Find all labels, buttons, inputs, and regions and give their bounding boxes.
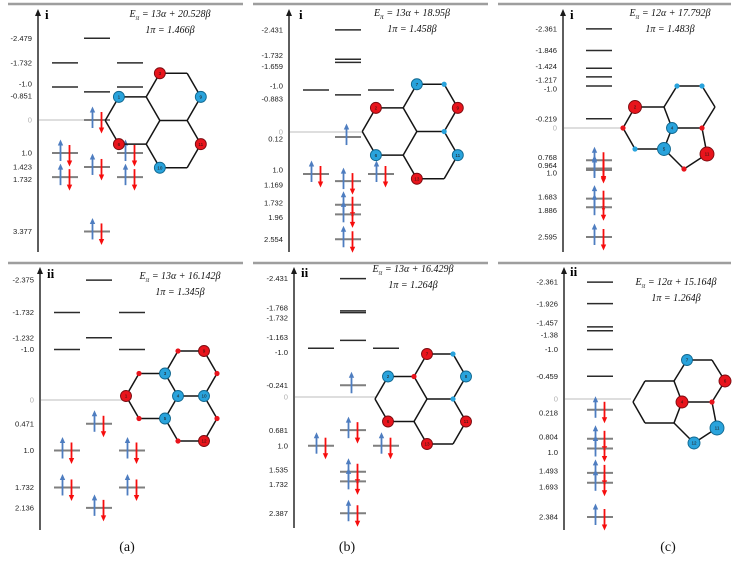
tick-label: 2.387 [268, 508, 288, 518]
bond [414, 399, 427, 422]
atom-marker-small [450, 351, 455, 356]
spin-down-arrow [101, 515, 106, 521]
spin-up-arrow [344, 124, 349, 130]
gap-equation: 1π = 1.264β [388, 279, 438, 291]
tick-label: -0.851 [10, 91, 32, 101]
spin-down-arrow [101, 431, 106, 437]
atom-number: 10 [157, 165, 163, 171]
atom-number: 11 [198, 141, 204, 147]
panel-label-a-ii: ii [47, 266, 55, 281]
tick-label: 2.384 [538, 512, 558, 522]
tick-label: -1.163 [266, 332, 288, 342]
tick-label: 0.964 [537, 161, 557, 171]
atom-number: 12 [201, 438, 207, 444]
spin-up-arrow [379, 432, 384, 438]
tick-label: 0.471 [14, 419, 34, 429]
atom-marker-small [214, 416, 219, 421]
atom-marker-small [136, 371, 141, 376]
spin-down-arrow [134, 458, 139, 464]
panel-b-i [253, 4, 488, 253]
molecule-b-i [362, 79, 463, 185]
tick-label: -1.732 [12, 308, 34, 318]
gap-equation: 1π = 1.483β [645, 23, 695, 35]
spin-up-arrow [60, 474, 65, 480]
tick-label: 1.732 [12, 174, 32, 184]
spin-up-arrow [592, 194, 597, 200]
atom-marker-small [699, 125, 704, 130]
tick-label: 1.886 [537, 205, 557, 215]
spin-down-arrow [350, 189, 355, 195]
spin-up-arrow [90, 153, 95, 159]
atom-marker-small [442, 82, 447, 87]
total-pi-energy-equation: $E_\pi = 13\alpha + 18.95\beta$ [373, 8, 451, 21]
spin-up-arrow [60, 437, 65, 443]
tick-label: 1.169 [263, 180, 283, 190]
spin-up-arrow [341, 191, 346, 197]
spin-down-arrow [350, 247, 355, 253]
atom-marker-small [175, 348, 180, 353]
spin-down-arrow [69, 458, 74, 464]
tick-label: 0.768 [537, 152, 557, 162]
atom-number: 8 [464, 374, 468, 380]
atom-number: 6 [723, 378, 727, 384]
spin-up-arrow [125, 474, 130, 480]
spin-down-arrow [602, 490, 607, 496]
axis-arrowhead [560, 9, 566, 16]
caption-b: (b) [338, 540, 356, 555]
molecule-c-i [620, 83, 715, 171]
spin-up-arrow [123, 164, 128, 170]
spin-down-arrow [601, 178, 606, 184]
bond [146, 121, 160, 145]
tick-label: -1.846 [535, 46, 557, 56]
atom-marker-small [450, 396, 455, 401]
tick-label: -2.431 [261, 25, 283, 35]
atom-number: 3 [158, 70, 162, 76]
atom-number: 4 [176, 393, 180, 399]
atom-number: 2 [386, 374, 390, 380]
bond [403, 132, 417, 156]
tick-label: 3.377 [12, 227, 32, 237]
bond [702, 107, 715, 128]
axis-arrowhead [291, 267, 297, 274]
panel-b-ii [253, 263, 488, 528]
spin-up-arrow [125, 437, 130, 443]
zero-label: 0 [552, 123, 557, 133]
panel-a-i [8, 4, 243, 252]
spin-down-arrow [132, 161, 137, 167]
tick-label: 0.804 [538, 432, 558, 442]
tick-label: 0.681 [268, 425, 288, 435]
atom-marker-small [632, 146, 637, 151]
atom-number: 9 [456, 105, 460, 111]
spin-up-arrow [341, 226, 346, 232]
tick-label: 1.0 [547, 448, 558, 458]
spin-up-arrow [592, 223, 597, 229]
bond [633, 381, 645, 402]
spin-down-arrow [318, 182, 323, 188]
atom-number: 2 [633, 104, 637, 110]
atom-number: 4 [680, 399, 684, 405]
bond [623, 128, 635, 149]
tick-label: 1.732 [263, 198, 283, 208]
atom-marker-small [136, 416, 141, 421]
equation-a-ii [105, 271, 255, 299]
bond [146, 97, 160, 121]
tick-label: -1.232 [12, 333, 34, 343]
tick-label: 1.0 [272, 165, 283, 175]
gap-equation: 1π = 1.345β [155, 286, 205, 298]
tick-label: -2.431 [266, 274, 288, 284]
zero-label: 0 [278, 127, 283, 137]
tick-label: -0.883 [261, 94, 283, 104]
total-pi-energy-equation: $E_\pi = 13\alpha + 20.528\beta$ [129, 9, 211, 22]
caption-a: (a) [119, 540, 135, 555]
atom-number: 11 [704, 151, 710, 157]
tick-label: 2.595 [537, 232, 557, 242]
panel-label-a-i: i [45, 7, 49, 22]
atom-number: 7 [415, 81, 419, 87]
total-pi-energy-equation: $E_\pi = 12\alpha + 17.792\beta$ [629, 8, 711, 21]
spin-up-arrow [593, 504, 598, 510]
spin-up-arrow [92, 410, 97, 416]
caption-c: (c) [660, 540, 676, 555]
equation-b-i [337, 8, 487, 36]
tick-label: 0.218 [538, 408, 558, 418]
equation-c-i [595, 8, 733, 36]
spin-down-arrow [132, 185, 137, 191]
tick-label: -1.457 [536, 318, 558, 328]
gap-equation: 1π = 1.458β [387, 23, 437, 35]
tick-label: 1.493 [538, 466, 558, 476]
molecule-c-ii [633, 355, 731, 450]
atom-number: 2 [374, 105, 378, 111]
atom-number: 6 [117, 141, 121, 147]
tick-label: -1.217 [535, 75, 557, 85]
tick-label: 1.96 [268, 212, 283, 222]
tick-label: -1.926 [536, 299, 558, 309]
axis-arrowhead [561, 267, 567, 274]
atom-number: 9 [202, 348, 206, 354]
spin-down-arrow [355, 521, 360, 527]
spin-up-arrow [346, 500, 351, 506]
tick-label: 1.0 [21, 148, 32, 158]
axis-arrowhead [286, 9, 292, 16]
spin-down-arrow [383, 182, 388, 188]
atom-number: 6 [374, 152, 378, 158]
tick-label: 0.12 [268, 134, 283, 144]
atom-marker-small [674, 83, 679, 88]
atom-number: 13 [424, 441, 430, 447]
tick-label: 1.0 [277, 441, 288, 451]
spin-down-arrow [323, 453, 328, 459]
molecule-a-ii [121, 346, 220, 447]
atom-number: 4 [670, 125, 674, 131]
tick-label: -2.361 [535, 24, 557, 34]
atom-number: 6 [386, 419, 390, 425]
spin-up-arrow [374, 161, 379, 167]
spin-up-arrow [349, 372, 354, 378]
panel-c-i [498, 4, 731, 252]
total-pi-energy-equation: $E_\pi = 12\alpha + 15.164\beta$ [635, 277, 717, 290]
tick-label: 1.535 [268, 465, 288, 475]
tick-label: -1.659 [261, 61, 283, 71]
tick-label: -1.732 [10, 58, 32, 68]
tick-label: -2.479 [10, 33, 32, 43]
atom-number: 9 [199, 94, 203, 100]
atom-number: 10 [201, 393, 207, 399]
spin-down-arrow [350, 222, 355, 228]
spin-up-arrow [90, 107, 95, 113]
tick-label: -1.0 [18, 79, 32, 89]
tick-label: -1.0 [20, 345, 34, 355]
total-pi-energy-equation: $E_\pi = 13\alpha + 16.142\beta$ [139, 271, 221, 284]
atom-marker-small [709, 399, 714, 404]
molecule-b-ii [375, 349, 472, 450]
spin-down-arrow [99, 239, 104, 245]
atom-number: 7 [685, 357, 689, 363]
panel-a-ii [8, 263, 243, 530]
atom-number: 11 [714, 425, 720, 431]
zero-label: 0 [553, 394, 558, 404]
axis-arrowhead [35, 9, 41, 16]
spin-down-arrow [69, 495, 74, 501]
spin-up-arrow [58, 140, 63, 146]
molecule-a-i [105, 68, 206, 174]
tick-label: -1.0 [544, 345, 558, 355]
bond [664, 86, 677, 107]
atom-marker-small [699, 83, 704, 88]
panel-label-c-ii: ii [570, 264, 578, 279]
tick-label: -2.375 [12, 275, 34, 285]
spin-down-arrow [67, 185, 72, 191]
atom-number: 13 [414, 176, 420, 182]
equation-c-ii [601, 277, 733, 305]
bond [414, 377, 427, 400]
tick-label: -1.38 [540, 330, 558, 340]
tick-label: -1.0 [274, 347, 288, 357]
atom-marker-small [442, 129, 447, 134]
spin-down-arrow [388, 453, 393, 459]
spin-down-arrow [99, 128, 104, 134]
spin-down-arrow [355, 438, 360, 444]
tick-label: 1.0 [546, 168, 557, 178]
spin-up-arrow [593, 459, 598, 465]
zero-label: 0 [29, 395, 34, 405]
tick-label: 1.693 [538, 482, 558, 492]
bond [633, 402, 645, 423]
zero-label: 0 [27, 115, 32, 125]
spin-up-arrow [592, 185, 597, 191]
atom-marker-small [214, 371, 219, 376]
spin-up-arrow [341, 168, 346, 174]
tick-label: -1.768 [266, 303, 288, 313]
spin-up-arrow [346, 458, 351, 464]
atom-number: 12 [691, 440, 697, 446]
spin-down-arrow [134, 495, 139, 501]
spin-down-arrow [67, 161, 72, 167]
tick-label: -1.0 [269, 81, 283, 91]
spin-up-arrow [58, 164, 63, 170]
panel-label-c-i: i [570, 7, 574, 22]
atom-marker-small [681, 166, 686, 171]
atom-marker-small [620, 125, 625, 130]
tick-label: 1.0 [23, 446, 34, 456]
tick-label: -1.732 [266, 313, 288, 323]
gap-equation: 1π = 1.466β [145, 24, 195, 36]
atom-marker-small [411, 374, 416, 379]
atom-number: 5 [662, 146, 666, 152]
zero-label: 0 [283, 392, 288, 402]
tick-label: 2.554 [263, 234, 283, 244]
spin-up-arrow [593, 425, 598, 431]
spin-up-arrow [309, 161, 314, 167]
tick-label: -1.732 [261, 50, 283, 60]
tick-label: 1.732 [14, 483, 34, 493]
spin-down-arrow [602, 456, 607, 462]
gap-equation: 1π = 1.264β [651, 292, 701, 304]
spin-down-arrow [602, 525, 607, 531]
tick-label: -2.361 [536, 277, 558, 287]
atom-number: 1 [124, 393, 128, 399]
spin-down-arrow [601, 244, 606, 250]
total-pi-energy-equation: $E_\pi = 13\alpha + 16.429\beta$ [372, 264, 454, 277]
spin-up-arrow [90, 218, 95, 224]
tick-label: 1.683 [537, 192, 557, 202]
tick-label: -0.219 [535, 114, 557, 124]
tick-label: 2.136 [14, 503, 34, 513]
tick-label: -0.241 [266, 380, 288, 390]
tick-label: 1.423 [12, 162, 32, 172]
spin-down-arrow [355, 489, 360, 495]
spin-down-arrow [601, 215, 606, 221]
bond [403, 108, 417, 132]
spin-up-arrow [314, 432, 319, 438]
panel-label-b-i: i [299, 7, 303, 22]
equation-b-ii [338, 264, 488, 292]
atom-number: 11 [455, 152, 461, 158]
tick-label: -1.424 [535, 61, 557, 71]
atom-number: 1 [117, 94, 121, 100]
axis-arrowhead [37, 267, 43, 274]
atom-marker-small [175, 438, 180, 443]
atom-number: 3 [163, 371, 167, 377]
equation-a-i [95, 9, 245, 37]
panel-label-b-ii: ii [301, 265, 309, 280]
spin-down-arrow [99, 174, 104, 180]
spin-up-arrow [592, 147, 597, 153]
tick-label: 1.732 [268, 479, 288, 489]
atom-number: 11 [463, 419, 469, 425]
atom-number: 7 [425, 351, 429, 357]
spin-up-arrow [92, 494, 97, 500]
tick-label: -1.0 [543, 84, 557, 94]
bond [702, 86, 715, 107]
spin-down-arrow [602, 417, 607, 423]
spin-up-arrow [346, 417, 351, 423]
atom-number: 5 [163, 416, 167, 422]
tick-label: -0.459 [536, 371, 558, 381]
